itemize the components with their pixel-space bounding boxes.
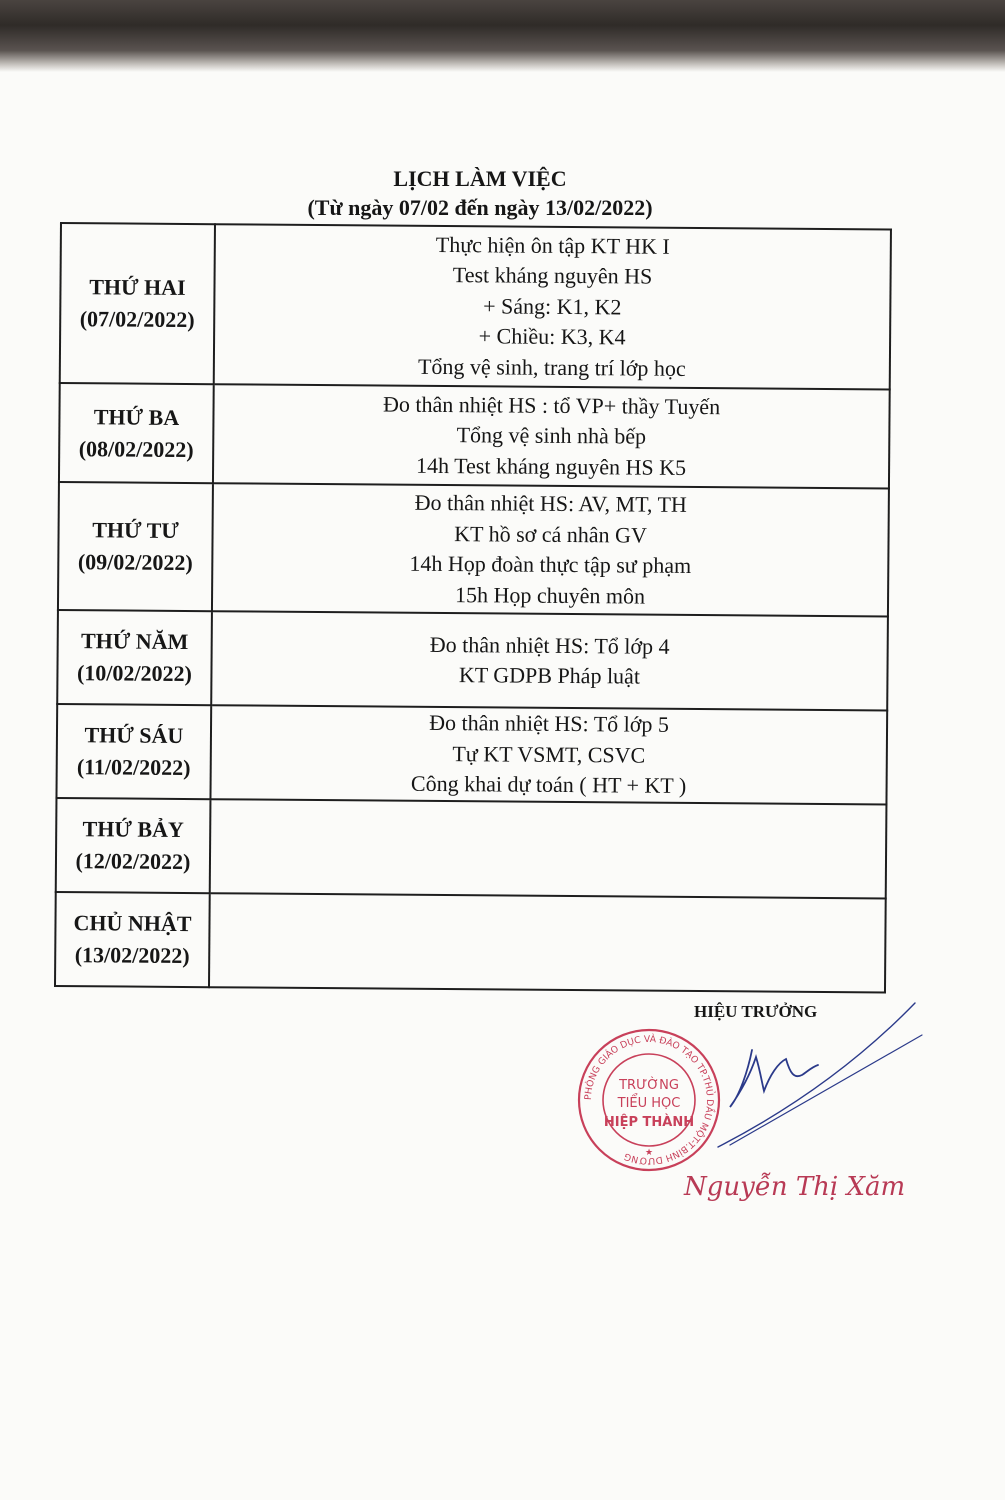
day-cell (58, 482, 213, 611)
task-item: Tự KT VSMT, CSVC (452, 740, 646, 768)
day-name: CHỦ NHẬT (73, 910, 192, 937)
day-name: THỨ NĂM (80, 628, 189, 655)
task-item: KT GDPB Pháp luật (458, 662, 641, 689)
stamp-line-3: HIỆP THÀNH (603, 1115, 695, 1130)
tasks-cell (213, 384, 890, 488)
task-item: Tổng vệ sinh, trang trí lớp học (417, 353, 686, 381)
signer-title: HIỆU TRƯỞNG (694, 1002, 818, 1021)
day-name: THỨ HAI (89, 274, 186, 300)
day-date: (10/02/2022) (76, 660, 192, 687)
day-date: (07/02/2022) (79, 306, 195, 333)
task-item: Đo thân nhiệt HS : tổ VP+ thầy Tuyến (382, 391, 721, 419)
task-item: Test kháng nguyên HS (452, 262, 653, 289)
page-title: LỊCH LÀM VIỆC (393, 166, 567, 191)
task-item: 14h Họp đoàn thực tập sư phạm (409, 550, 692, 578)
stamp-line-1: TRƯỜNG (619, 1078, 679, 1093)
task-item: 14h Test kháng nguyên HS K5 (416, 452, 687, 480)
day-cell (55, 892, 210, 987)
task-item: + Chiều: K3, K4 (478, 323, 626, 350)
task-item: Thực hiện ôn tập KT HK I (435, 231, 670, 259)
day-cell (60, 223, 215, 384)
table-row (56, 798, 887, 899)
stamp-star-icon: ★ (644, 1148, 654, 1158)
tasks-cell (212, 483, 889, 616)
day-cell (59, 383, 214, 483)
task-item: Đo thân nhiệt HS: Tổ lớp 4 (429, 631, 670, 659)
day-cell (56, 798, 211, 893)
task-item: Tổng vệ sinh nhà bếp (456, 422, 647, 449)
task-item: Đo thân nhiệt HS: Tổ lớp 5 (429, 710, 670, 738)
stamp-ring-text: PHÒNG GIÁO DỤC VÀ ĐÀO TẠO TP.THỦ DẦU MỘT-T.BÌNH DƯƠNG (582, 1033, 716, 1167)
table-row (59, 383, 890, 489)
schedule-table (54, 222, 892, 994)
day-date: (11/02/2022) (76, 754, 191, 781)
task-item: + Sáng: K1, K2 (483, 293, 622, 320)
signer-name: Nguyễn Thị Xăm (684, 1172, 906, 1202)
tasks-cell-empty (210, 799, 887, 898)
task-item: Công khai dự toán ( HT + KT ) (410, 771, 687, 799)
table-row (57, 610, 888, 711)
task-item: 15h Họp chuyên môn (454, 581, 646, 609)
day-date: (13/02/2022) (74, 942, 190, 969)
tasks-cell (214, 224, 891, 389)
task-item: Đo thân nhiệt HS: AV, MT, TH (414, 489, 687, 517)
table-row (56, 704, 887, 805)
page-subtitle: (Từ ngày 07/02 đến ngày 13/02/2022) (307, 195, 653, 220)
tasks-cell (210, 705, 887, 804)
stamp-line-2: TIỂU HỌC (617, 1096, 681, 1111)
tasks-cell (211, 611, 888, 710)
day-cell (56, 704, 211, 799)
day-cell (57, 610, 212, 705)
table-row (58, 482, 889, 617)
day-date: (12/02/2022) (75, 848, 191, 875)
day-name: THỨ TƯ (92, 517, 179, 543)
scan-shadow (0, 0, 1005, 72)
day-name: THỨ BẢY (82, 816, 184, 842)
day-date: (08/02/2022) (78, 435, 194, 462)
day-name: THỨ BA (93, 403, 180, 430)
signature-scribble (690, 995, 930, 1155)
table-row (55, 892, 886, 993)
day-date: (09/02/2022) (77, 549, 193, 576)
task-item: KT hồ sơ cá nhân GV (454, 520, 648, 548)
tasks-cell-empty (209, 893, 886, 992)
table-row (60, 223, 891, 390)
day-name: THỨ SÁU (84, 722, 184, 748)
